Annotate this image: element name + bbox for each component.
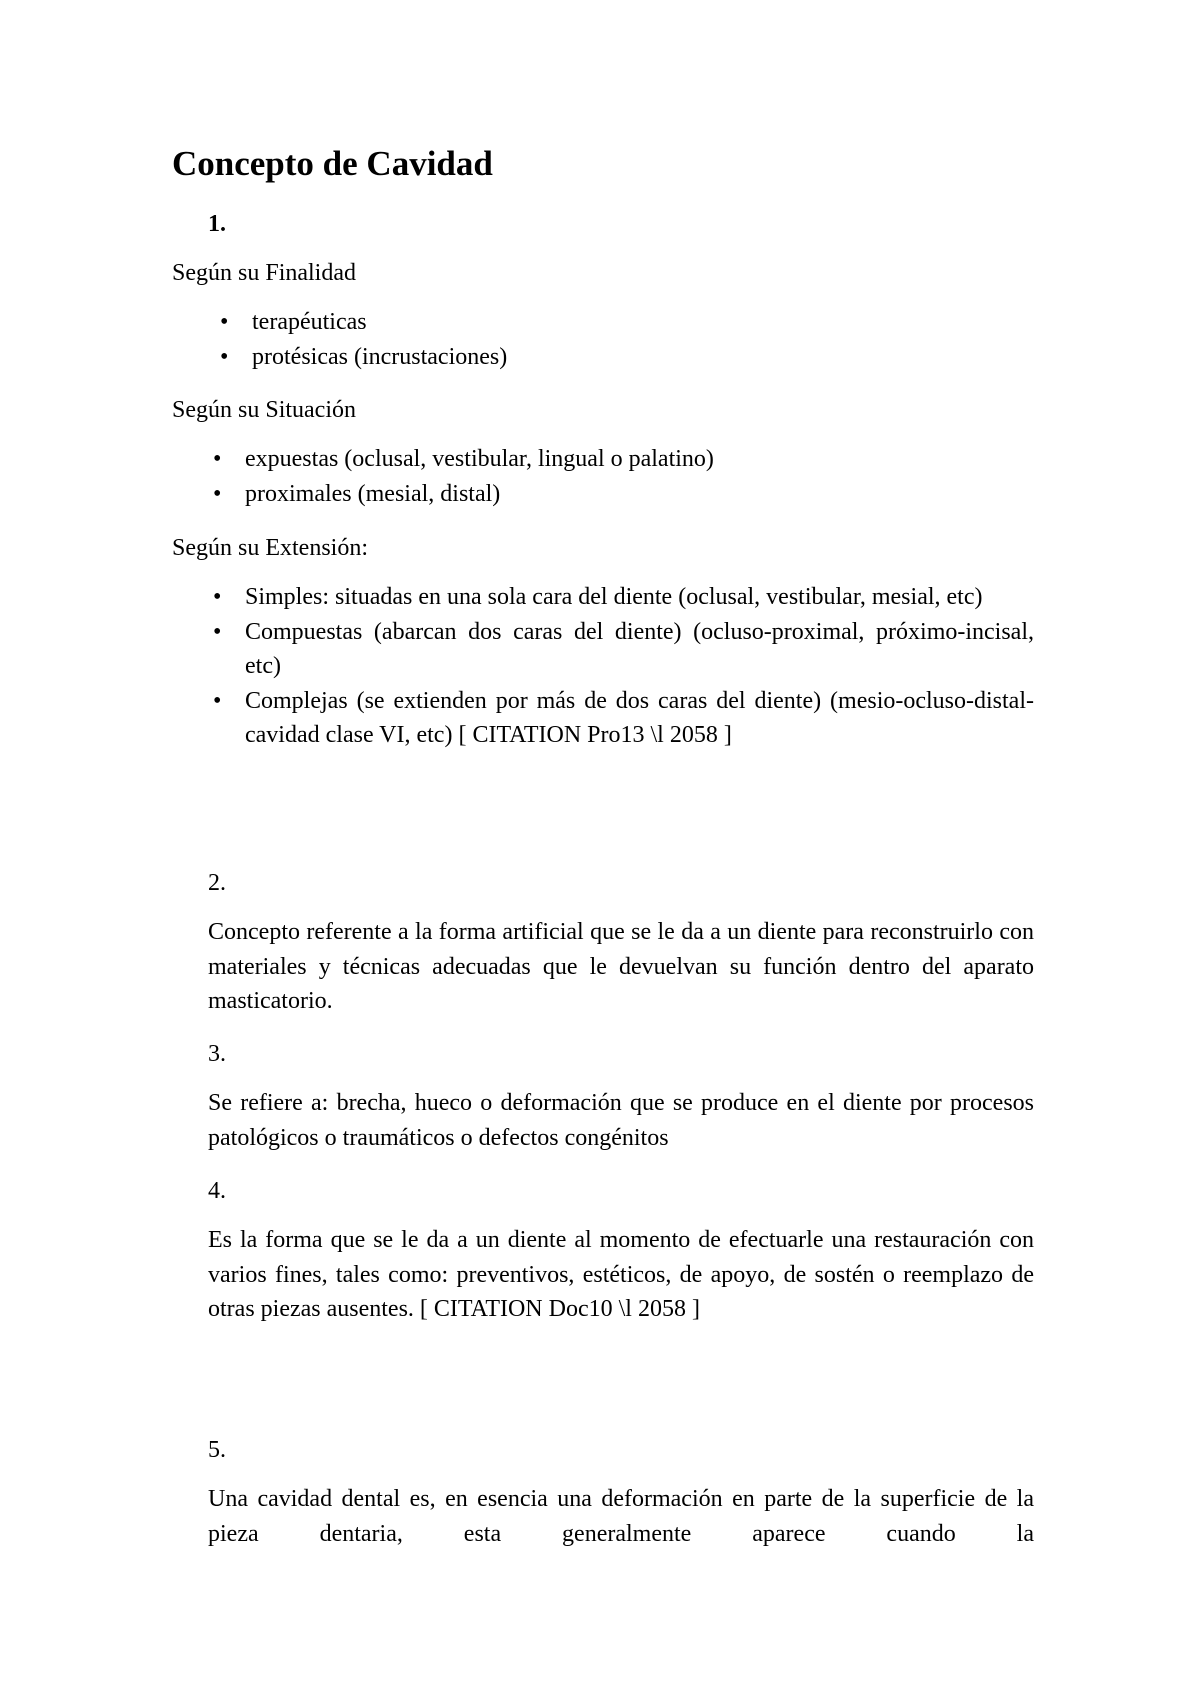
paragraph-item-4: Es la forma que se le da a un diente al momento de efectuarle una restauración con varios fines, tales como: preventivos, estéticos, de apoyo, de sostén o reemplazo de otras piezas ausentes. [ CITATION Doc10 \l 2058 ]: [208, 1227, 1034, 1322]
section-heading-finalidad: Según su Finalidad: [172, 260, 356, 286]
list-item: • Compuestas (abarcan dos caras del diente) (ocluso-proximal, próximo-incisal, etc): [245, 615, 1034, 684]
section-heading-extension: Según su Extensión:: [172, 535, 368, 561]
list-item: • expuestas (oclusal, vestibular, lingual o palatino): [245, 442, 1034, 477]
list-item: • protésicas (incrustaciones): [252, 340, 1034, 375]
list-item: • Simples: situadas en una sola cara del diente (oclusal, vestibular, mesial, etc): [245, 580, 1034, 615]
bullet-icon: •: [220, 343, 229, 370]
list-item: • proximales (mesial, distal): [245, 477, 1034, 512]
item-number-5: 5.: [208, 1437, 226, 1463]
paragraph-item-2: Concepto referente a la forma artificial que se le da a un diente para reconstruirlo con materiales y técnicas adecuadas que le devuelvan su función dentro del aparato masticatorio.: [208, 919, 1034, 1014]
bullet-icon: •: [220, 309, 229, 335]
bullet-icon: •: [213, 584, 222, 610]
bullet-icon: •: [213, 618, 222, 645]
bullet-icon: •: [213, 480, 222, 507]
bullet-list-extension: [213, 580, 1034, 753]
item-number-1: 1.: [208, 211, 226, 237]
item-number-2: 2.: [208, 870, 226, 896]
list-item: • terapéuticas: [252, 305, 1034, 340]
section-heading-situacion: Según su Situación: [172, 397, 356, 423]
bullet-list-finalidad: [220, 305, 1034, 374]
bullet-icon: •: [213, 687, 222, 714]
item-number-4: 4.: [208, 1178, 226, 1204]
page-title: Concepto de Cavidad: [172, 144, 493, 183]
paragraph-item-5: Una cavidad dental es, en esencia una deformación en parte de la superficie de la pieza dentaria, esta generalmente aparece cuando la: [208, 1486, 1034, 1547]
bullet-icon: •: [213, 446, 222, 472]
list-item: • Complejas (se extienden por más de dos caras del diente) (mesio-ocluso-distal- cavidad clase VI, etc) [ CITATION Pro13 \l 2058 ]: [245, 684, 1034, 753]
paragraph-item-3: Se refiere a: brecha, hueco o deformación que se produce en el diente por procesos patológicos o traumáticos o defectos congénitos: [208, 1090, 1034, 1151]
bullet-list-situacion: [213, 442, 1034, 511]
item-number-3: 3.: [208, 1041, 226, 1067]
